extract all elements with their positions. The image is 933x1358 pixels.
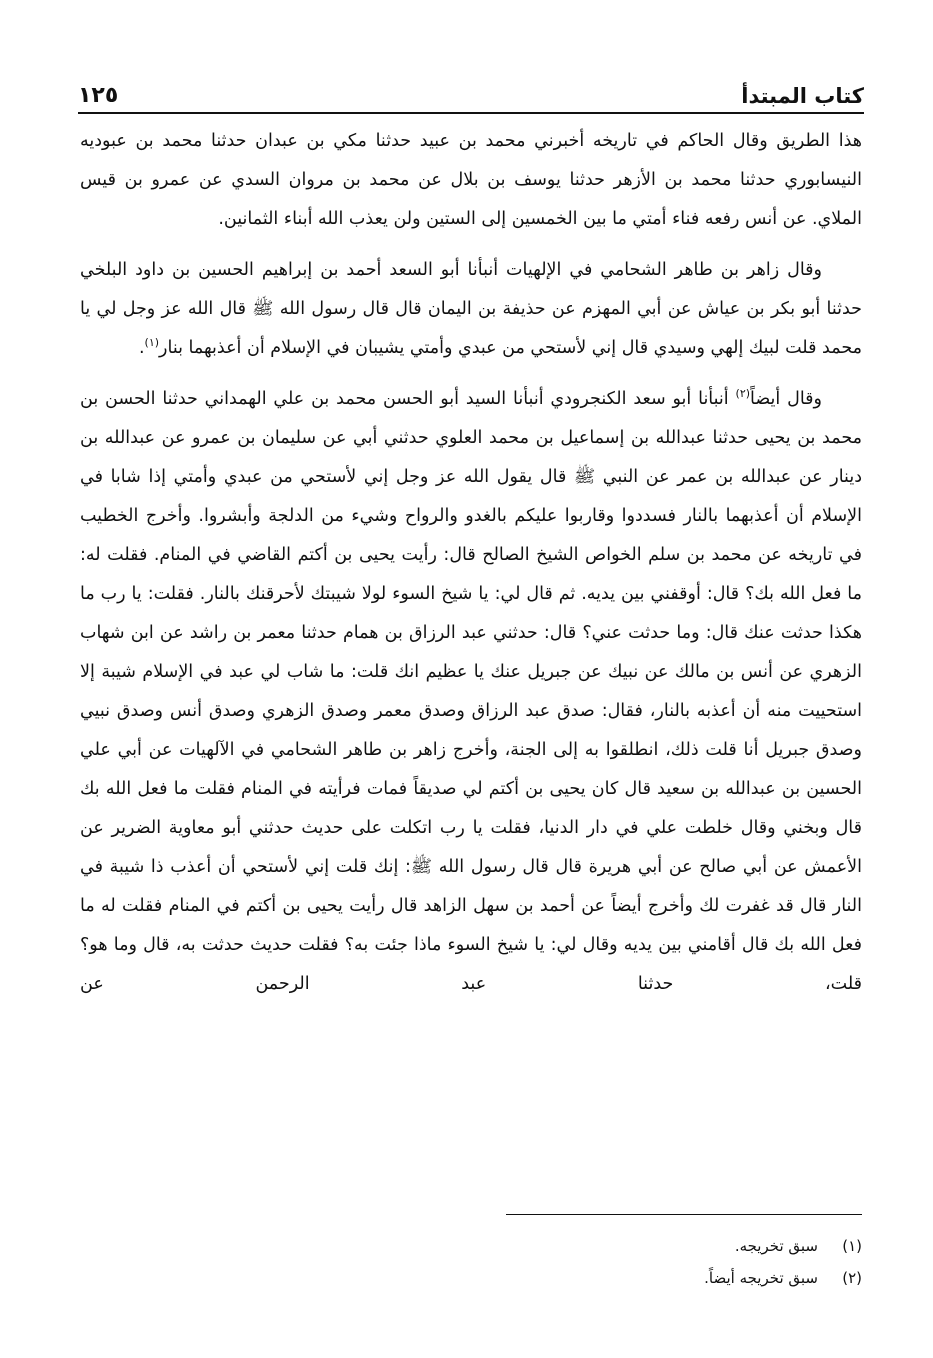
paragraph-2-tail: .: [138, 338, 145, 358]
footnote-number: (١): [842, 1237, 862, 1255]
footnote-ref-2[interactable]: (٢): [735, 387, 751, 401]
footnote-1: [400, 1230, 862, 1262]
footnote-ref-1[interactable]: (١): [144, 336, 160, 350]
book-title: كتاب المبتدأ: [741, 84, 864, 108]
footnote-2: [400, 1262, 862, 1294]
paragraph-1: [80, 122, 862, 239]
paragraph-2: [80, 251, 862, 368]
footnote-text: سبق تخريجه.: [734, 1237, 818, 1255]
main-text: [80, 122, 862, 1016]
paragraph-3-tail: أنبأنا أبو سعد الكنجرودي أنبأنا السيد أبو الحسن محمد بن علي الهمداني حدثنا الحسن بن محمد بن يحيى حدثنا عبدالله بن إسماعيل بن محمد العلوي حدثني أبي عن سليمان بن عمرو عن عبدالله بن دينار عن عبدالله بن عمر عن النبي ﷺ قال يقول الله عز وجل إني لأستحي من عبدي وأمتي إذا شابا في الإسلام أن أعذبهما بالنار فسددوا وقاربوا عليكم بالغدو والرواح وشيء من الدلجة وأبشروا. وأخرج الخطيب في تاريخه عن محمد بن سلم الخواص الشيخ الصالح قال: رأيت يحيى بن أكتم القاضي في المنام. فقلت له: ما فعل الله بك؟ قال: أوقفني بين يديه. ثم قال لي: يا شيخ السوء لولا شيبتك لأحرقنك بالنار. فقلت: يا رب ما هكذا حدثت عنك قال: وما حدثت عني؟ قال: حدثني عبد الرزاق بن همام حدثنا معمر بن راشد عن ابن شهاب الزهري عن أنس بن مالك عن نبيك عن جبريل عنك يا عظيم انك قلت: ما شاب لي عبد في الإسلام شيبة إلا استحييت منه أن أعذبه بالنار، فقال: صدق عبد الرزاق وصدق معمر وصدق الزهري وصدق أنس وصدق نبيي وصدق جبريل أنا قلت ذلك، انطلقوا به إلى الجنة، وأخرج زاهر بن طاهر الشحامي في الآلهيات عن أبي علي الحسين بن عبدالله بن سعيد قال كان يحيى بن أكتم لي صديقاً فمات فرأيته في المنام فقلت ما فعل الله بك قال وبخني وقال خلطت علي في دار الدنيا، فقلت يا رب اتكلت على حديث حدثني أبو معاوية الضرير عن الأعمش عن أبي صالح عن أبي هريرة قال قال رسول الله ﷺ: إنك قلت إني لأستحي أن أعذب ذا شيبة في النار قال قد غفرت لك وأخرج أيضاً عن أحمد بن سهل الزاهد قال رأيت يحيى بن أكتم في المنام فقلت له ما فعل الله بك قال أقامني بين يديه وقال لي: يا شيخ السوء ماذا جئت به؟ فقلت حديث حدثت به، قال وما هو؟ قلت، حدثنا عبد الرحمن عن: [80, 389, 862, 994]
footnote-text: سبق تخريجه أيضاً.: [704, 1269, 818, 1287]
footnote-number: (٢): [842, 1269, 862, 1287]
paragraph-3-text: وقال أيضاً: [750, 389, 822, 409]
page-header: [78, 70, 864, 108]
page-number: ١٢٥: [78, 83, 119, 108]
paragraph-1-text: هذا الطريق وقال الحاكم في تاريخه أخبرني محمد بن عبيد حدثنا مكي بن عبدان حدثنا محمد بن عبوديه النيسابوري حدثنا محمد بن الأزهر حدثنا يوسف بن بلال عن محمد بن مروان السدي عن عمرو بن قيس الملاي. عن أنس رفعه فناء أمتي ما بين الخمسين إلى الستين ولن يعذب الله أبناء الثمانين.: [80, 131, 862, 229]
paragraph-3: [80, 380, 862, 1004]
footnotes: [400, 1230, 862, 1294]
header-divider: [78, 112, 864, 114]
footnote-divider: [506, 1214, 862, 1215]
paragraph-2-text: وقال زاهر بن طاهر الشحامي في الإلهيات أنبأنا أبو السعد أحمد بن إبراهيم الحسين بن داود البلخي حدثنا أبو بكر بن عياش عن أبي المهزم عن حذيفة بن اليمان قال قال رسول الله ﷺ قال الله عز وجل لي يا محمد قلت لبيك إلهي وسيدي قال إني لأستحي من عبدي وأمتي يشيبان في الإسلام أن أعذبهما بنار: [80, 260, 862, 358]
